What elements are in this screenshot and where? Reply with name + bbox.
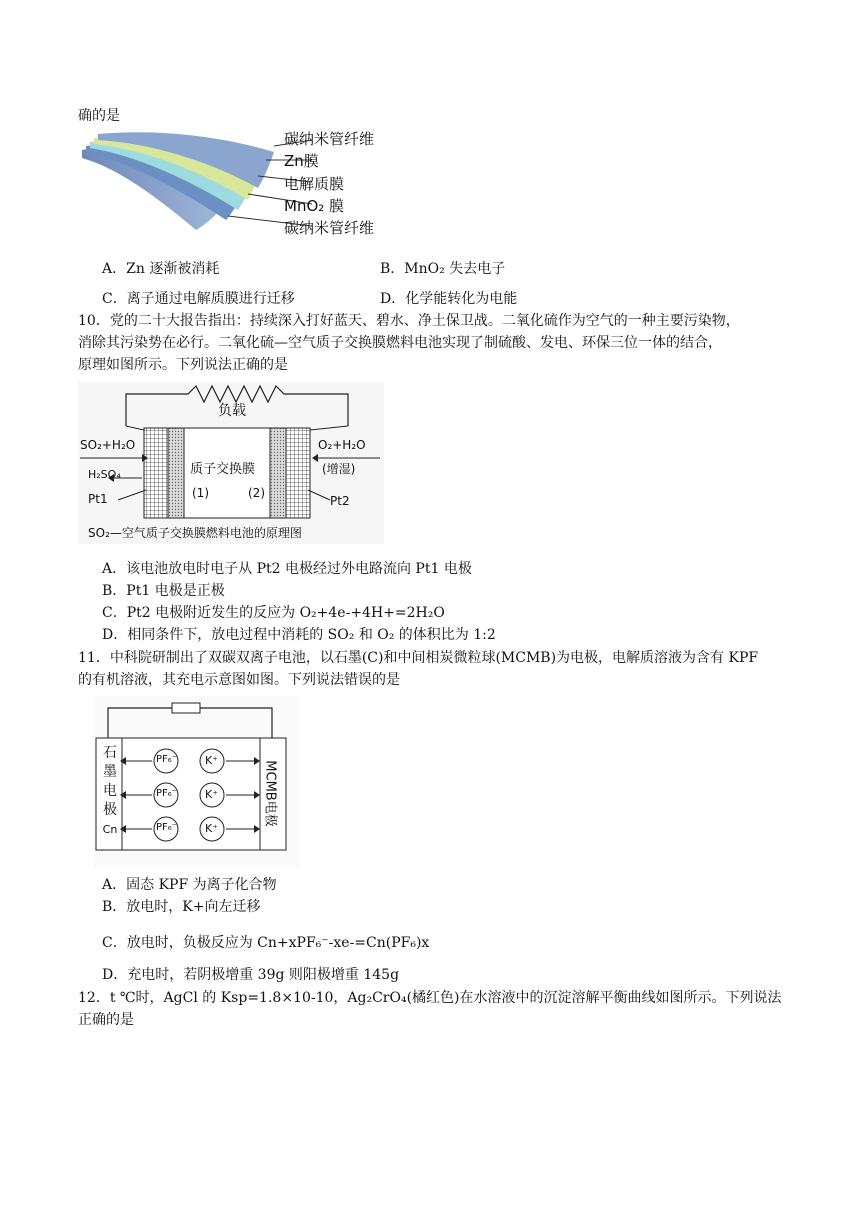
graphite-electrode-label: 石 墨 电 极 Cn — [102, 745, 118, 836]
q9-option-b: B．MnO₂ 失去电子 — [380, 261, 506, 277]
q11-option-d: D．充电时，若阴极增重 39g 则阳极增重 145g — [102, 967, 400, 983]
anion-label-1: PF₆⁻ — [156, 754, 178, 765]
q12-line-1: 12．t ℃时，AgCl 的 Ksp=1.8×10-10，Ag₂CrO₄(橘红色)在水溶液中的沉淀溶解平衡曲线如图所示。下列说法 — [78, 990, 782, 1006]
cation-label-3: K⁺ — [205, 822, 219, 835]
cation-label-2: K⁺ — [205, 788, 219, 801]
cation-label-1: K⁺ — [205, 754, 219, 767]
left-input-label: SO₂+H₂O — [80, 438, 136, 452]
q11-battery-figure — [94, 696, 300, 868]
right-input-label: O₂+H₂O — [318, 438, 366, 452]
q11-option-b: B．放电时，K+向左迁移 — [102, 899, 261, 915]
q10-fuel-cell-figure — [78, 382, 384, 544]
q11-option-c: C．放电时，负极反应为 Cn+xPF₆⁻-xe-=Cn(PF₆)x — [102, 935, 430, 951]
q9-option-d: D．化学能转化为电能 — [380, 291, 518, 307]
q11-line-2: 的有机溶液，其充电示意图如图。下列说法错误的是 — [78, 672, 400, 688]
q10-option-a: A．该电池放电时电子从 Pt2 电极经过外电路流向 Pt1 电极 — [102, 561, 472, 577]
layer-label-3: 电解质膜 — [284, 175, 345, 193]
q10-option-c: C．Pt2 电极附近发生的反应为 O₂+4e-+4H+=2H₂O — [102, 605, 445, 621]
q11-line-1: 11．中科院研制出了双碳双离子电池，以石墨(C)和中间相炭微粒球(MCMB)为电极，电解质溶液为含有 KPF — [78, 650, 759, 666]
q10-line-1: 10．党的二十大报告指出：持续深入打好蓝天、碧水、净土保卫战。二氧化硫作为空气的一种主要污染物， — [78, 313, 740, 329]
mcmb-electrode-label: MCMB电极 — [262, 760, 278, 827]
left-output-label: H₂SO₄ — [88, 468, 121, 481]
load-label: 负载 — [218, 403, 246, 419]
q12-line-2: 正确的是 — [78, 1012, 134, 1028]
fuel-cell-caption: SO₂—空气质子交换膜燃料电池的原理图 — [88, 526, 302, 540]
membrane-label: 质子交换膜 — [190, 462, 256, 477]
zone-2-label: (2) — [248, 486, 265, 500]
q11-option-a: A．固态 KPF 为离子化合物 — [102, 877, 277, 893]
q9-option-c: C．离子通过电解质膜进行迁移 — [102, 291, 295, 307]
humidify-label: (增湿) — [322, 462, 356, 476]
layer-label-4: MnO₂ 膜 — [284, 197, 345, 215]
anion-label-3: PF₆⁻ — [156, 822, 178, 833]
q9-tail-text: 确的是 — [78, 108, 120, 124]
layer-label-1: 碳纳米管纤维 — [284, 130, 375, 148]
q10-line-3: 原理如图所示。下列说法正确的是 — [78, 357, 288, 373]
pt2-label: Pt2 — [330, 494, 350, 508]
q10-option-b: B．Pt1 电极是正极 — [102, 583, 225, 599]
zone-1-label: (1) — [192, 486, 209, 500]
q9-option-a: A．Zn 逐渐被消耗 — [102, 261, 220, 277]
anion-label-2: PF₆⁻ — [156, 788, 178, 799]
pt1-label: Pt1 — [88, 492, 108, 506]
layer-label-5: 碳纳米管纤维 — [284, 219, 375, 237]
q10-line-2: 消除其污染势在必行。二氧化硫—空气质子交换膜燃料电池实现了制硫酸、发电、环保三位一体的结合， — [78, 335, 722, 351]
q9-layer-figure — [78, 128, 388, 238]
q10-option-d: D．相同条件下，放电过程中消耗的 SO₂ 和 O₂ 的体积比为 1:2 — [102, 627, 496, 643]
layer-label-2: Zn膜 — [284, 152, 319, 170]
